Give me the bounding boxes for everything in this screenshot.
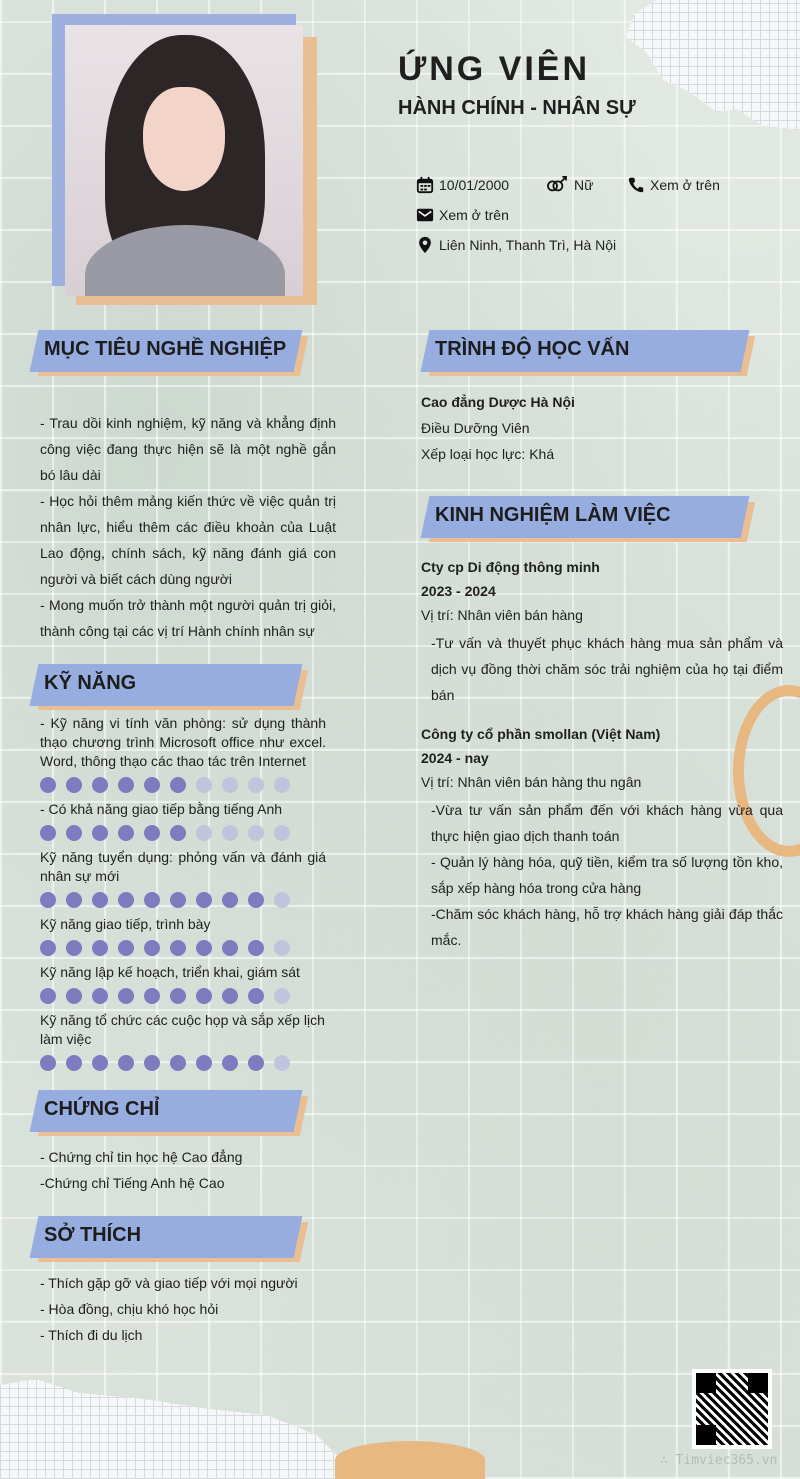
- address-value: Liên Ninh, Thanh Trì, Hà Nội: [439, 237, 617, 253]
- site-watermark: ∴ Timviec365.vn: [660, 1453, 778, 1468]
- job-details: [431, 797, 783, 953]
- rating-dot-filled: [66, 1055, 82, 1071]
- rating-dot-filled: [66, 940, 82, 956]
- skill-label: Kỹ năng giao tiếp, trình bày: [40, 916, 211, 932]
- job-entry: [421, 555, 783, 627]
- email-info: [416, 206, 509, 224]
- rating-dot-filled: [196, 892, 212, 908]
- rating-dot-filled: [92, 988, 108, 1004]
- career-goal-paragraph: - Trau dồi kinh nghiệm, kỹ năng và khẳng định công việc đang thực hiện sẽ là một nghề gắn bó lâu dài: [40, 415, 336, 483]
- hobby-item: - Hòa đồng, chịu khó học hỏi: [40, 1301, 219, 1317]
- career-goal-title: MỤC TIÊU NGHỀ NGHIỆP: [44, 338, 287, 360]
- rating-dot-filled: [118, 777, 134, 793]
- location-pin-icon: [416, 236, 434, 254]
- rating-dot-filled: [196, 1055, 212, 1071]
- birthday-info: [416, 176, 509, 194]
- rating-dot-filled: [40, 1055, 56, 1071]
- rating-dot-empty: [248, 777, 264, 793]
- rating-dot-empty: [222, 777, 238, 793]
- job-company: Cty cp Di động thông minh: [421, 559, 600, 575]
- rating-dot-filled: [170, 940, 186, 956]
- skill-label: Kỹ năng tuyển dụng: phỏng vấn và đánh giá nhân sự mới: [40, 849, 326, 884]
- rating-dot-filled: [40, 777, 56, 793]
- rating-dot-filled: [222, 988, 238, 1004]
- rating-dot-empty: [274, 777, 290, 793]
- rating-dot-filled: [222, 1055, 238, 1071]
- rating-dot-filled: [118, 825, 134, 841]
- rating-dot-empty: [196, 777, 212, 793]
- rating-dot-filled: [118, 940, 134, 956]
- birthday-value: 10/01/2000: [439, 177, 510, 193]
- skill-label: Kỹ năng tổ chức các cuộc họp và sắp xếp lịch làm việc: [40, 1012, 325, 1047]
- envelope-icon: [416, 206, 434, 224]
- rating-dot-filled: [92, 777, 108, 793]
- job-detail-item: - Quản lý hàng hóa, quỹ tiền, kiểm tra số lượng tồn kho, sắp xếp hàng hóa trong cửa hàng: [431, 854, 783, 896]
- rating-dot-empty: [274, 988, 290, 1004]
- skill-label: - Có khả năng giao tiếp bằng tiếng Anh: [40, 801, 283, 817]
- rating-dot-filled: [144, 988, 160, 1004]
- candidate-name: ỨNG VIÊN: [398, 50, 591, 88]
- certificates-list: [40, 1144, 330, 1196]
- job-period: 2024 - nay: [421, 750, 489, 766]
- rating-dot-filled: [196, 988, 212, 1004]
- skills-title: KỸ NĂNG: [44, 672, 137, 694]
- phone-value: Xem ở trên: [650, 177, 720, 193]
- gender-icon: [545, 176, 569, 194]
- rating-dot-filled: [170, 777, 186, 793]
- experience-header: [425, 496, 745, 538]
- rating-dot-filled: [144, 777, 160, 793]
- career-goal-text: [40, 410, 336, 644]
- job-entry: [421, 722, 783, 794]
- job-details: [431, 630, 783, 708]
- job-position: Vị trí: Nhân viên bán hàng thu ngân: [421, 774, 642, 790]
- hobbies-title: SỞ THÍCH: [44, 1224, 142, 1246]
- skills-header: [34, 664, 298, 706]
- qr-code[interactable]: [692, 1369, 772, 1449]
- career-goal-header: [34, 330, 298, 372]
- rating-dot-filled: [248, 892, 264, 908]
- rating-dot-empty: [274, 1055, 290, 1071]
- rating-dot-filled: [40, 892, 56, 908]
- phone-icon: [627, 176, 645, 194]
- rating-dot-filled: [92, 940, 108, 956]
- education-header: [425, 330, 745, 372]
- major: Điều Dưỡng Viên: [421, 420, 530, 436]
- career-goal-paragraph: - Học hỏi thêm mảng kiến thức về việc quản trị nhân lực, hiểu thêm các điều khoản của Luật Lao động, chính sách, kỹ năng đánh giá con người và biết cách dùng người: [40, 493, 336, 587]
- experience-title: KINH NGHIỆM LÀM VIỆC: [435, 504, 671, 526]
- school-name: Cao đẳng Dược Hà Nội: [421, 394, 575, 410]
- rating-dot-empty: [274, 825, 290, 841]
- rating-dot-filled: [66, 988, 82, 1004]
- grade: Xếp loại học lực: Khá: [421, 446, 555, 462]
- rating-dot-filled: [118, 892, 134, 908]
- hobbies-list: [40, 1270, 330, 1348]
- rating-dot-filled: [248, 940, 264, 956]
- rating-dot-filled: [248, 1055, 264, 1071]
- job-detail-item: -Vừa tư vấn sản phẩm đến với khách hàng vừa qua thực hiện giao dịch thanh toán: [431, 802, 783, 844]
- job-detail-item: -Chăm sóc khách hàng, hỗ trợ khách hàng giải đáp thắc mắc.: [431, 906, 783, 948]
- job-period: 2023 - 2024: [421, 583, 496, 599]
- job-position: Vị trí: Nhân viên bán hàng: [421, 607, 583, 623]
- orange-blob-decoration: [335, 1441, 485, 1479]
- address-info: [416, 236, 616, 254]
- job-detail-item: -Tư vấn và thuyết phục khách hàng mua sản phẩm và dịch vụ đồng thời chăm sóc trải nghiệm của họ tại điểm bán: [431, 635, 783, 703]
- certificate-item: -Chứng chỉ Tiếng Anh hệ Cao: [40, 1175, 225, 1191]
- torn-paper-decoration-bottom: [0, 1379, 360, 1479]
- rating-dot-empty: [274, 892, 290, 908]
- skill-label: Kỹ năng lập kế hoạch, triển khai, giám sát: [40, 964, 300, 980]
- rating-dot-filled: [118, 1055, 134, 1071]
- rating-dot-filled: [40, 940, 56, 956]
- rating-dot-filled: [40, 988, 56, 1004]
- certificates-header: [34, 1090, 298, 1132]
- education-title: TRÌNH ĐỘ HỌC VẤN: [435, 338, 630, 360]
- rating-dot-empty: [248, 825, 264, 841]
- certificate-item: - Chứng chỉ tin học hệ Cao đẳng: [40, 1149, 243, 1165]
- phone-info: [627, 176, 720, 194]
- rating-dot-filled: [170, 892, 186, 908]
- job-title: HÀNH CHÍNH - NHÂN SỰ: [398, 97, 636, 119]
- rating-dot-filled: [222, 940, 238, 956]
- rating-dot-filled: [144, 825, 160, 841]
- rating-dot-filled: [170, 988, 186, 1004]
- education-block: [421, 389, 781, 467]
- gender-info: [545, 176, 593, 194]
- hobby-item: - Thích gặp gỡ và giao tiếp với mọi người: [40, 1275, 298, 1291]
- hobbies-header: [34, 1216, 298, 1258]
- career-goal-paragraph: - Mong muốn trở thành một người quản trị giỏi, thành công tại các vị trí Hành chính nhân sự: [40, 597, 336, 639]
- torn-paper-decoration-top: [625, 0, 800, 130]
- gender-value: Nữ: [574, 177, 594, 193]
- rating-dot-filled: [66, 777, 82, 793]
- rating-dot-filled: [66, 825, 82, 841]
- rating-dot-filled: [144, 1055, 160, 1071]
- rating-dot-empty: [196, 825, 212, 841]
- rating-dot-filled: [248, 988, 264, 1004]
- avatar-photo: [65, 25, 303, 296]
- rating-dot-filled: [144, 892, 160, 908]
- rating-dot-filled: [118, 988, 134, 1004]
- rating-dot-filled: [66, 892, 82, 908]
- rating-dot-empty: [222, 825, 238, 841]
- rating-dot-filled: [40, 825, 56, 841]
- rating-dot-filled: [196, 940, 212, 956]
- rating-dot-empty: [274, 940, 290, 956]
- certificates-title: CHỨNG CHỈ: [44, 1098, 160, 1120]
- rating-dot-filled: [92, 892, 108, 908]
- rating-dot-filled: [144, 940, 160, 956]
- email-value: Xem ở trên: [439, 207, 509, 223]
- hobby-item: - Thích đi du lịch: [40, 1327, 143, 1343]
- rating-dot-filled: [92, 825, 108, 841]
- rating-dot-filled: [170, 1055, 186, 1071]
- calendar-icon: [416, 176, 434, 194]
- job-company: Công ty cổ phần smollan (Việt Nam): [421, 726, 661, 742]
- skill-label: - Kỹ năng vi tính văn phòng: sử dụng thành thạo chương trình Microsoft office như excel. Word, thông thạo các thao tác trên Internet: [40, 715, 326, 769]
- rating-dot-filled: [222, 892, 238, 908]
- rating-dot-filled: [170, 825, 186, 841]
- rating-dot-filled: [92, 1055, 108, 1071]
